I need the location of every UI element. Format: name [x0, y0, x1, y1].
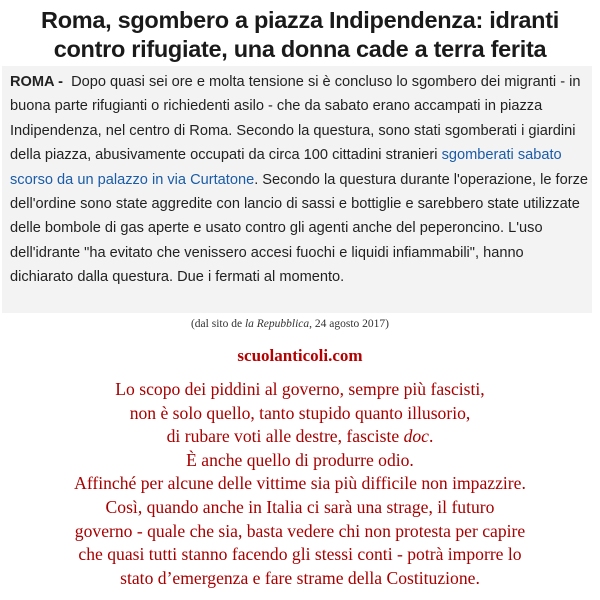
- commentary-line-4: È anche quello di produrre odio.: [186, 449, 414, 470]
- commentary-line-9: stato d’emergenza e fare strame della Costituzione.: [120, 567, 480, 588]
- article-link[interactable]: sgomberati sabato scorso da un palazzo in via Curtatone: [10, 147, 562, 188]
- commentary-line-3-end: .: [428, 426, 434, 447]
- commentary-line-8: che quasi tutti stanno facendo gli stessi conti - potrà imporre lo: [78, 544, 522, 565]
- commentary-line-6: Così, quando anche in Italia ci sarà una strage, il futuro: [105, 496, 495, 517]
- commentary: [0, 378, 600, 590]
- source-caption: [0, 318, 580, 330]
- headline: [0, 6, 600, 64]
- commentary-line-3: [0, 425, 600, 449]
- source-suffix: , 24 agosto 2017): [309, 318, 390, 330]
- headline-line-1: Roma, sgombero a piazza Indipendenza: idranti: [41, 7, 559, 33]
- commentary-line-3-text: di rubare voti alle destre, fasciste: [166, 426, 404, 447]
- commentary-line-2: non è solo quello, tanto stupido quanto illusorio,: [129, 402, 471, 423]
- article-text-1: Dopo quasi sei ore e molta tensione si è concluso lo sgombero dei migranti - in buona parte rifugianti o richiedenti asilo - che da sabato erano accampati in piazza Indipendenza, nel centro di Roma. Secondo la questura, sono stati sgomberati i giardini della piazza, abusivamente occupati da circa 100 cittadini stranieri: [10, 74, 581, 164]
- site-name: scuolanticoli.com: [237, 346, 363, 365]
- commentary-line-1: Lo scopo dei piddini al governo, sempre più fascisti,: [115, 379, 485, 399]
- commentary-line-3-italic: doc: [403, 426, 429, 447]
- commentary-line-7: governo - quale che sia, basta vedere chi non protesta per capire: [74, 520, 526, 541]
- article-city: ROMA -: [10, 74, 63, 90]
- article-text-2: . Secondo la questura durante l'operazione, le forze dell'ordine sono state aggredite con lancio di sassi e bottiglie e sarebbero state utilizzate delle bombole di gas aperte e usato contro gli agenti anche del peperoncino. L'uso dell'idrante "ha evitato che venissero accesi fuochi e liquidi infiammabili", hanno dichiarato dalla questura. Due i fermati al momento.: [10, 171, 588, 286]
- source-prefix: (dal sito de: [190, 318, 245, 330]
- article-body: [10, 70, 588, 290]
- headline-line-2: contro rifugiate, una donna cade a terra ferita: [53, 36, 547, 62]
- source-paper: la Repubblica: [244, 318, 310, 330]
- commentary-line-5: Affinché per alcune delle vittime sia più difficile non impazzire.: [74, 473, 526, 494]
